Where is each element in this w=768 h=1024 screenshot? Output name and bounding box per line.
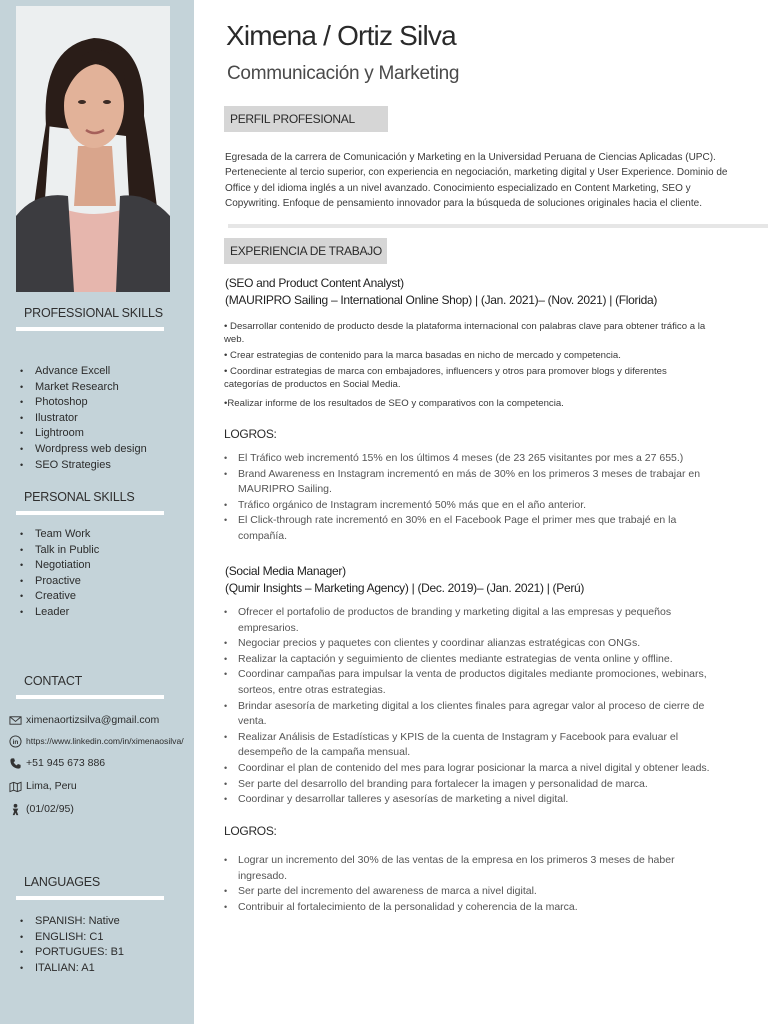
map-icon	[8, 779, 22, 793]
job1-logros-list	[224, 451, 714, 545]
candidate-role: Communicación y Marketing	[227, 63, 460, 84]
profile-photo	[16, 6, 170, 292]
list-item: • Talk in Public	[20, 543, 99, 559]
job1-title: (SEO and Product Content Analyst)	[225, 276, 404, 290]
list-item: • Brand Awareness en Instagram incrementó en más de 30% en los primeros 3 meses de trabajar en MAURIPRO Sailing.	[224, 467, 714, 498]
list-item: • Negotiation	[20, 558, 99, 574]
list-item: • Creative	[20, 589, 99, 605]
personal-skills-heading: PERSONAL SKILLS	[24, 490, 135, 504]
job1-duty: • Desarrollar contenido de producto desde la plataforma internacional con palabras clave para obtener tráfico a la web.	[224, 321, 706, 346]
contact-linkedin[interactable]	[8, 734, 184, 748]
languages-rule	[16, 896, 164, 900]
birthdate-text: (01/02/95)	[26, 803, 74, 815]
job2-company: (Qumir Insights – Marketing Agency) | (Dec. 2019)– (Jan. 2021) | (Perú)	[225, 581, 585, 595]
list-item: • Ilustrator	[20, 411, 147, 427]
list-item: • Proactive	[20, 574, 99, 590]
job1-logros-heading: LOGROS:	[224, 427, 277, 441]
baby-icon	[8, 802, 22, 816]
list-item: • Realizar la captación y seguimiento de clientes mediante estrategias de venta online y offline.	[224, 652, 714, 668]
email-text: ximenaortizsilva@gmail.com	[26, 714, 160, 726]
contact-heading: CONTACT	[24, 674, 83, 688]
personal-skills-list	[20, 527, 99, 621]
languages-list	[20, 914, 124, 976]
list-item: • Tráfico orgánico de Instagram incrementó 50% más que en el año anterior.	[224, 498, 714, 514]
location-text: Lima, Peru	[26, 780, 77, 792]
job1-duty: •Realizar informe de los resultados de SEO y comparativos con la competencia.	[224, 398, 564, 409]
job1-company: (MAURIPRO Sailing – International Online Shop) | (Jan. 2021)– (Nov. 2021) | (Florida)	[225, 293, 658, 307]
list-item: • Leader	[20, 605, 99, 621]
contact-phone[interactable]	[8, 756, 105, 770]
section-divider	[228, 224, 768, 228]
list-item: • ENGLISH: C1	[20, 930, 124, 946]
list-item: • SPANISH: Native	[20, 914, 124, 930]
profile-text: Egresada de la carrera de Comunicación y Marketing en la Universidad Peruana de Ciencias Aplicadas (UPC). Perteneciente al tercio superior, con experiencia en negociación, marketing digital y User Experience. Dominio de Office y del idioma inglés a un nivel avanzado. Conocimiento especializado en Content Marketing, SEO y Copywriting. Enfoque de pensamiento innovador para la búsqueda de soluciones originales hacia el cliente.	[225, 152, 728, 210]
professional-skills-heading: PROFESSIONAL SKILLS	[24, 306, 163, 320]
job2-logros-list	[224, 853, 714, 915]
list-item: • Brindar asesoría de marketing digital a los clientes finales para agregar valor al proceso de cierre de venta.	[224, 699, 714, 730]
experience-section-label: EXPERIENCIA DE TRABAJO	[224, 238, 387, 264]
list-item: • PORTUGUES: B1	[20, 945, 124, 961]
linkedin-text: https://www.linkedin.com/in/ximenaosilva/	[26, 736, 184, 746]
list-item: • Advance Excell	[20, 364, 147, 380]
job2-title: (Social Media Manager)	[225, 564, 346, 578]
svg-text:in: in	[12, 738, 18, 746]
candidate-name: Ximena / Ortiz Silva	[226, 20, 456, 51]
list-item: • Ser parte del desarrollo del branding para fortalecer la imagen y personalidad de marca.	[224, 777, 714, 793]
list-item: • El Tráfico web incrementó 15% en los últimos 4 meses (de 23 265 visitantes por mes a 27 655.)	[224, 451, 714, 467]
phone-text: +51 945 673 886	[26, 757, 106, 769]
list-item: • Team Work	[20, 527, 99, 543]
list-item: • Photoshop	[20, 395, 147, 411]
linkedin-icon	[8, 734, 22, 748]
phone-icon	[8, 756, 22, 770]
envelope-icon	[8, 713, 22, 727]
list-item: • El Click-through rate incrementó en 30% en el Facebook Page el primer mes que trabajé en la compañía.	[224, 513, 714, 544]
list-item: • Wordpress web design	[20, 442, 147, 458]
job1-duty: • Coordinar estrategias de marca con embajadores, influencers y otros para promover blogs y diferentes categorías de productos en Social Media.	[224, 366, 667, 391]
list-item: • Negociar precios y paquetes con clientes y coordinar alianzas estratégicas con ONGs.	[224, 636, 714, 652]
list-item: • Ser parte del incremento del awareness de marca a nivel digital.	[224, 884, 714, 900]
list-item: • ITALIAN: A1	[20, 961, 124, 977]
profile-section-label: PERFIL PROFESIONAL	[224, 106, 388, 132]
list-item: • Coordinar el plan de contenido del mes para lograr posicionar la marca a nivel digital y obtener leads.	[224, 761, 714, 777]
list-item: • Lograr un incremento del 30% de las ventas de la empresa en los primeros 3 meses de haber ingresado.	[224, 853, 714, 884]
personal-skills-rule	[16, 511, 164, 515]
list-item: • Coordinar y desarrollar talleres y asesorías de marketing a nivel digital.	[224, 792, 714, 808]
list-item: • Realizar Análisis de Estadísticas y KPIS de la cuenta de Instagram y Facebook para evaluar el desempeño de la campaña mensual.	[224, 730, 714, 761]
job1-duty: • Crear estrategias de contenido para la marca basadas en nicho de mercado y competencia.	[224, 350, 621, 361]
list-item: • Contribuir al fortalecimiento de la personalidad y coherencia de la marca.	[224, 900, 714, 916]
list-item: • Ofrecer el portafolio de productos de branding y marketing digital a las empresas y pequeños empresarios.	[224, 605, 714, 636]
list-item: • Lightroom	[20, 426, 147, 442]
list-item: • SEO Strategies	[20, 458, 147, 474]
job2-duties-list	[224, 605, 714, 808]
sidebar	[0, 0, 194, 1024]
list-item: • Market Research	[20, 380, 147, 396]
contact-birthdate	[8, 802, 74, 816]
contact-email[interactable]	[8, 713, 159, 727]
contact-rule	[16, 695, 164, 699]
job2-logros-heading: LOGROS:	[224, 824, 277, 838]
list-item: • Coordinar campañas para impulsar la venta de productos digitales mediante promociones, webinars, sorteos, entre otras estrategias.	[224, 667, 714, 698]
professional-skills-rule	[16, 327, 164, 331]
contact-location	[8, 779, 77, 793]
professional-skills-list	[20, 364, 147, 473]
languages-heading: LANGUAGES	[24, 875, 101, 889]
